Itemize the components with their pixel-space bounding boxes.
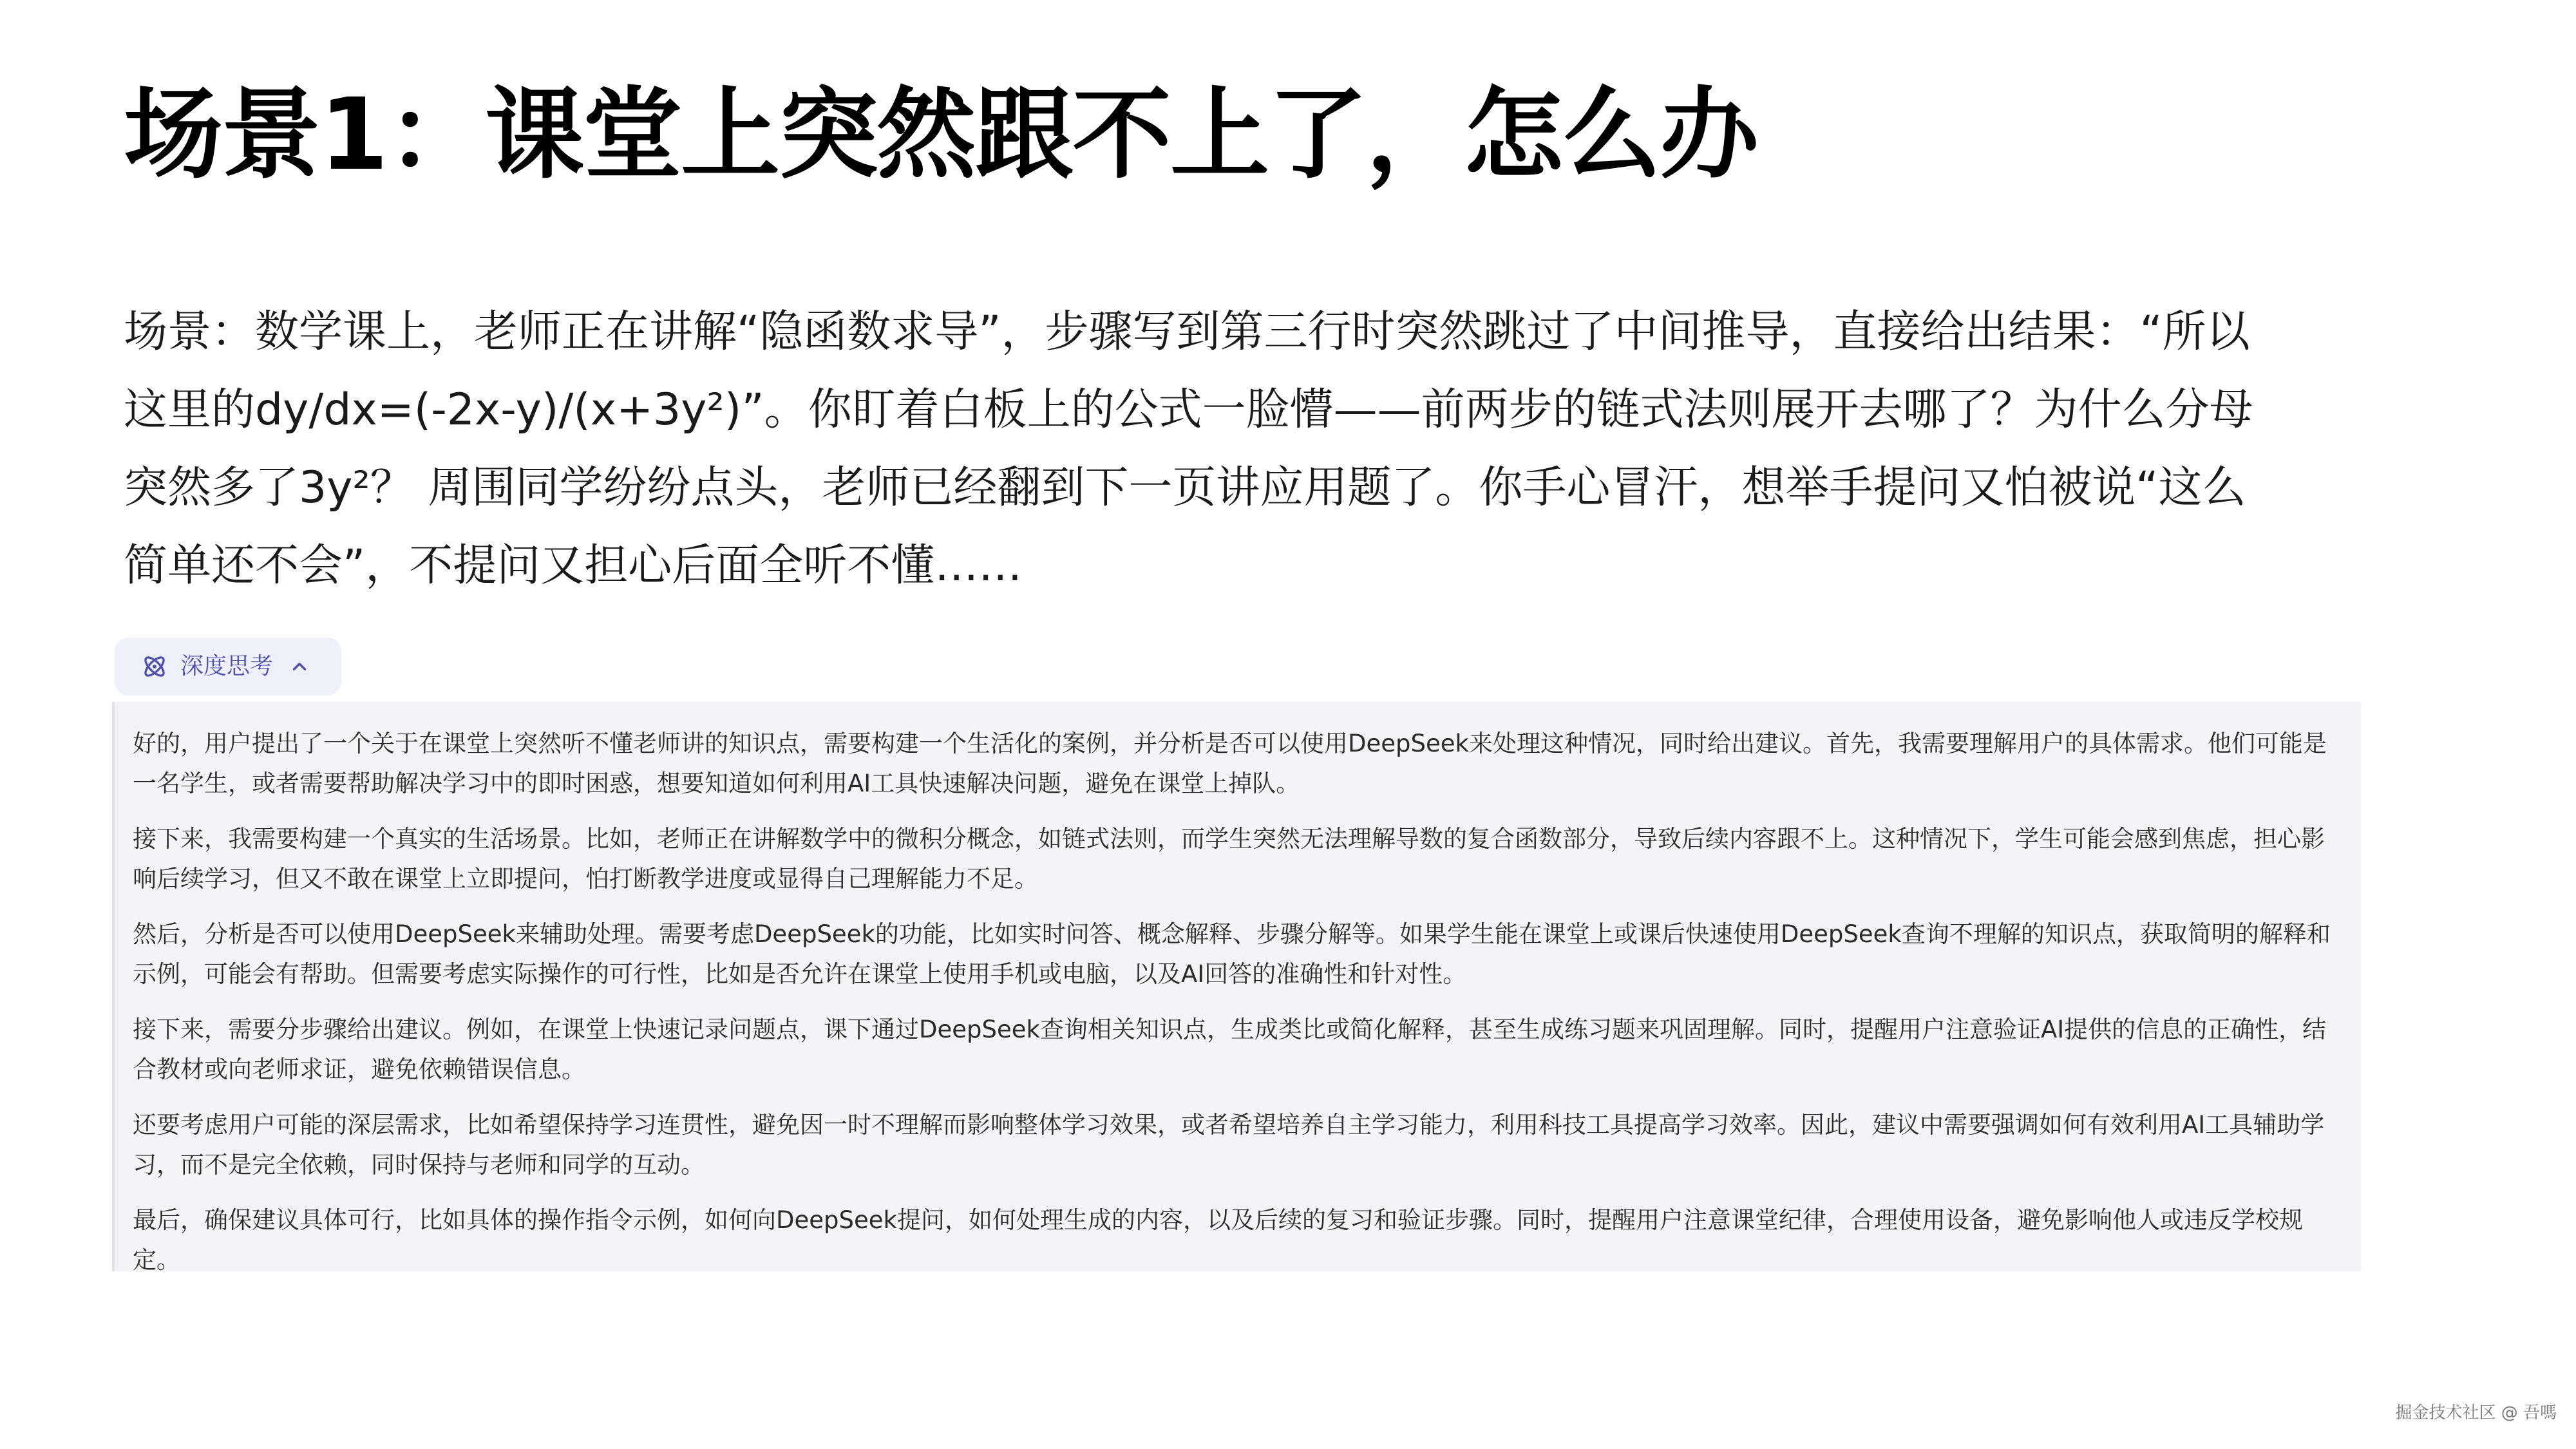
reasoning-panel xyxy=(112,702,2361,1274)
reasoning-paragraph: 接下来，需要分步骤给出建议。例如，在课堂上快速记录问题点，课下通过DeepSeek查询相关知识点，生成类比或简化解释，甚至生成练习题来巩固理解。同时，提醒用户注意验证AI提供的信息的正确性，结合教材或向老师求证，避免依赖错误信息。 xyxy=(133,1016,2327,1083)
scenario-paragraph: 场景：数学课上，老师正在讲解“隐函数求导”，步骤写到第三行时突然跳过了中间推导，直接给出结果：“所以这里的dy/dx=(-2x-y)/(x+3y²)”。你盯着白板上的公式一脸懵——前两步的链式法则展开去哪了？为什么分母突然多了3y²？ 周围同学纷纷点头，老师已经翻到下一页讲应用题了。你手心冒汗，想举手提问又怕被说“这么简单还不会”，不提问又担心后面全听不懂…… xyxy=(124,307,2253,591)
deep-think-label: 深度思考 xyxy=(180,653,274,679)
chevron-up-icon xyxy=(289,656,310,677)
deep-think-toggle[interactable] xyxy=(115,638,341,696)
atom-icon xyxy=(140,652,169,681)
page-title: 场景1：课堂上突然跟不上了，怎么办 xyxy=(124,77,1758,193)
reasoning-paragraph: 接下来，我需要构建一个真实的生活场景。比如，老师正在讲解数学中的微积分概念，如链式法则，而学生突然无法理解导数的复合函数部分，导致后续内容跟不上。这种情况下，学生可能会感到焦虑，担心影响后续学习，但又不敢在课堂上立即提问，怕打断教学进度或显得自己理解能力不足。 xyxy=(133,825,2325,893)
watermark: 掘金技术社区 @ 吾嗎 xyxy=(2395,1403,2557,1423)
reasoning-paragraph: 最后，确保建议具体可行，比如具体的操作指令示例，如何向DeepSeek提问，如何处理生成的内容，以及后续的复习和验证步骤。同时，提醒用户注意课堂纪律，合理使用设备，避免影响他人或违反学校规定。 xyxy=(133,1206,2303,1274)
reasoning-paragraph: 然后，分析是否可以使用DeepSeek来辅助处理。需要考虑DeepSeek的功能，比如实时问答、概念解释、步骤分解等。如果学生能在课堂上或课后快速使用DeepSeek查询不理解的知识点，获取简明的解释和示例，可能会有帮助。但需要考虑实际操作的可行性，比如是否允许在课堂上使用手机或电脑，以及AI回答的准确性和针对性。 xyxy=(133,920,2331,988)
reasoning-paragraph: 好的，用户提出了一个关于在课堂上突然听不懂老师讲的知识点，需要构建一个生活化的案例，并分析是否可以使用DeepSeek来处理这种情况，同时给出建议。首先，我需要理解用户的具体需求。他们可能是一名学生，或者需要帮助解决学习中的即时困惑，想要知道如何利用AI工具快速解决问题，避免在课堂上掉队。 xyxy=(133,730,2327,797)
reasoning-paragraph: 还要考虑用户可能的深层需求，比如希望保持学习连贯性，避免因一时不理解而影响整体学习效果，或者希望培养自主学习能力，利用科技工具提高学习效率。因此，建议中需要强调如何有效利用AI工具辅助学习，而不是完全依赖，同时保持与老师和同学的互动。 xyxy=(133,1111,2325,1179)
